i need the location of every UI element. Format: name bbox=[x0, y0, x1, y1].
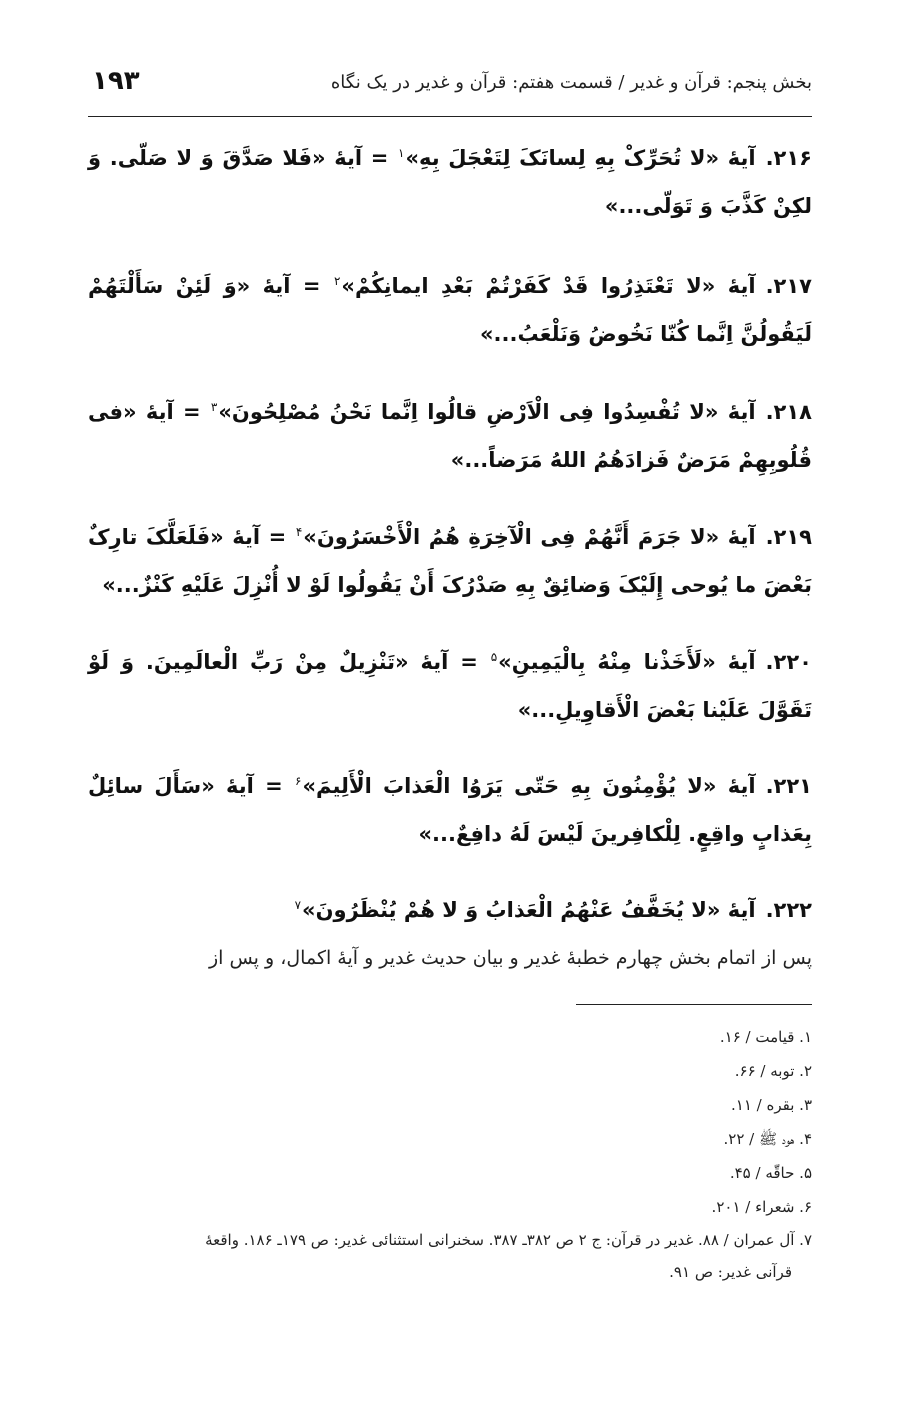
verse-text-continued: = آیهٔ «تَنْزِیلٌ مِنْ رَبِّ الْعالَمِینَ. وَ لَوْ تَقَوَّلَ عَلَیْنا بَعْضَ الْأَقاوِیلِ...» bbox=[88, 650, 812, 722]
running-header bbox=[88, 66, 812, 110]
verse-number: ۲۱۹. bbox=[765, 525, 812, 549]
verse-text-continued: = آیهٔ «فَلَعَلَّکَ تارِکٌ بَعْضَ ما یُوحی إِلَیْکَ وَضائِقٌ بِهِ صَدْرُکَ أَنْ یَقُولُوا لَوْ لا أُنْزِلَ عَلَیْهِ کَنْزٌ...» bbox=[88, 525, 812, 597]
footnote-item: ۴. هود ﷺ / ۲۲. bbox=[723, 1130, 812, 1148]
footnote-list bbox=[88, 1020, 812, 1288]
footnote-divider bbox=[576, 1004, 812, 1005]
verse-item-218 bbox=[88, 388, 812, 484]
verse-number: ۲۲۲. bbox=[765, 898, 812, 922]
verse-text-continued: = آیهٔ «فی قُلُوبِهِمْ مَرَضٌ فَزادَهُمُ اللهُ مَرَضاً...» bbox=[88, 400, 812, 472]
footnote-ref: ۶ bbox=[295, 774, 302, 788]
verse-text: آیهٔ «لا تَعْتَذِرُوا قَدْ کَفَرْتُمْ بَعْدِ ایمانِکُمْ» bbox=[341, 274, 756, 298]
verse-text: آیهٔ «لَأَخَذْنا مِنْهُ بِالْیَمِینِ» bbox=[498, 650, 756, 674]
verse-text-continued: = آیهٔ «وَ لَئِنْ سَأَلْتَهُمْ لَیَقُولُنَّ اِنَّما کُنّا نَخُوضُ وَنَلْعَبُ...» bbox=[88, 274, 812, 346]
verse-item-220 bbox=[88, 638, 812, 734]
page-number: ۱۹۳ bbox=[92, 66, 140, 96]
verse-number: ۲۲۱. bbox=[765, 774, 812, 798]
footnote-item: ۳. بقره / ۱۱. bbox=[731, 1096, 812, 1114]
verse-item-217 bbox=[88, 262, 812, 358]
footnote-item-7 bbox=[88, 1224, 812, 1288]
footnote-ref: ۱ bbox=[398, 146, 405, 160]
verse-text-continued: = آیهٔ «سَأَلَ سائِلٌ بِعَذابٍ واقِعٍ. لِلْکافِرینَ لَیْسَ لَهُ دافِعٌ...» bbox=[88, 774, 812, 846]
verse-text: آیهٔ «لا تُفْسِدُوا فِی الْاَرْضِ قالُوا اِنَّما نَحْنُ مُصْلِحُونَ» bbox=[218, 400, 756, 424]
verse-text: آیهٔ «لا یُخَفَّفُ عَنْهُمُ الْعَذابُ وَ لا هُمْ یُنْظَرُونَ» bbox=[302, 898, 756, 922]
footnote-item: ۲. توبه / ۶۶. bbox=[734, 1062, 812, 1080]
footnote-item: ۶. شعراء / ۲۰۱. bbox=[711, 1198, 812, 1216]
verse-number: ۲۱۷. bbox=[765, 274, 812, 298]
footnote-ref: ۴ bbox=[295, 525, 303, 539]
verse-text: آیهٔ «لا تُحَرِّکْ بِهِ لِسانَکَ لِتَعْجَلَ بِهِ» bbox=[405, 146, 756, 170]
header-divider bbox=[88, 116, 812, 117]
footnote-text: ۷. آل عمران / ۸۸. غدیر در قرآن: ج ۲ ص ۳۸۲ـ ۳۸۷. سخنرانی استثنائی غدیر: ص ۱۷۹ـ ۱۸۶. واقعهٔ bbox=[205, 1231, 812, 1249]
footnote-ref: ۷ bbox=[294, 898, 302, 912]
verse-item-221 bbox=[88, 762, 812, 858]
footnote-ref: ۲ bbox=[333, 274, 341, 288]
verse-text-continued: = آیهٔ «فَلا صَدَّقَ وَ لا صَلّی. وَ لکِنْ کَذَّبَ وَ تَوَلّی...» bbox=[88, 146, 812, 218]
verse-item-219 bbox=[88, 513, 812, 609]
footnote-ref: ۳ bbox=[210, 400, 218, 414]
footnote-ref: ۵ bbox=[490, 650, 498, 664]
verse-text: آیهٔ «لا جَرَمَ أَنَّهُمْ فِی الْآخِرَةِ هُمُ الْأَخْسَرُونَ» bbox=[303, 525, 756, 549]
running-header-title: بخش پنجم: قرآن و غدیر / قسمت هفتم: قرآن و غدیر در یک نگاه bbox=[330, 72, 812, 93]
verse-item-216 bbox=[88, 134, 812, 230]
body-paragraph: پس از اتمام بخش چهارم خطبهٔ غدیر و بیان حدیث غدیر و آیهٔ اکمال، و پس از bbox=[208, 947, 812, 969]
verse-item-222 bbox=[88, 886, 812, 934]
verse-number: ۲۲۰. bbox=[765, 650, 812, 674]
book-page bbox=[88, 0, 812, 1405]
verse-text: آیهٔ «لا یُؤْمِنُونَ بِهِ حَتّی یَرَوُا الْعَذابَ الْأَلِیمَ» bbox=[302, 774, 756, 798]
footnote-continuation: قرآنی غدیر: ص ۹۱. bbox=[669, 1263, 792, 1281]
footnote-item: ۵. حاقّه / ۴۵. bbox=[729, 1164, 812, 1182]
footnote-item: ۱. قیامت / ۱۶. bbox=[719, 1028, 812, 1046]
verse-number: ۲۱۶. bbox=[765, 146, 812, 170]
verse-number: ۲۱۸. bbox=[765, 400, 812, 424]
